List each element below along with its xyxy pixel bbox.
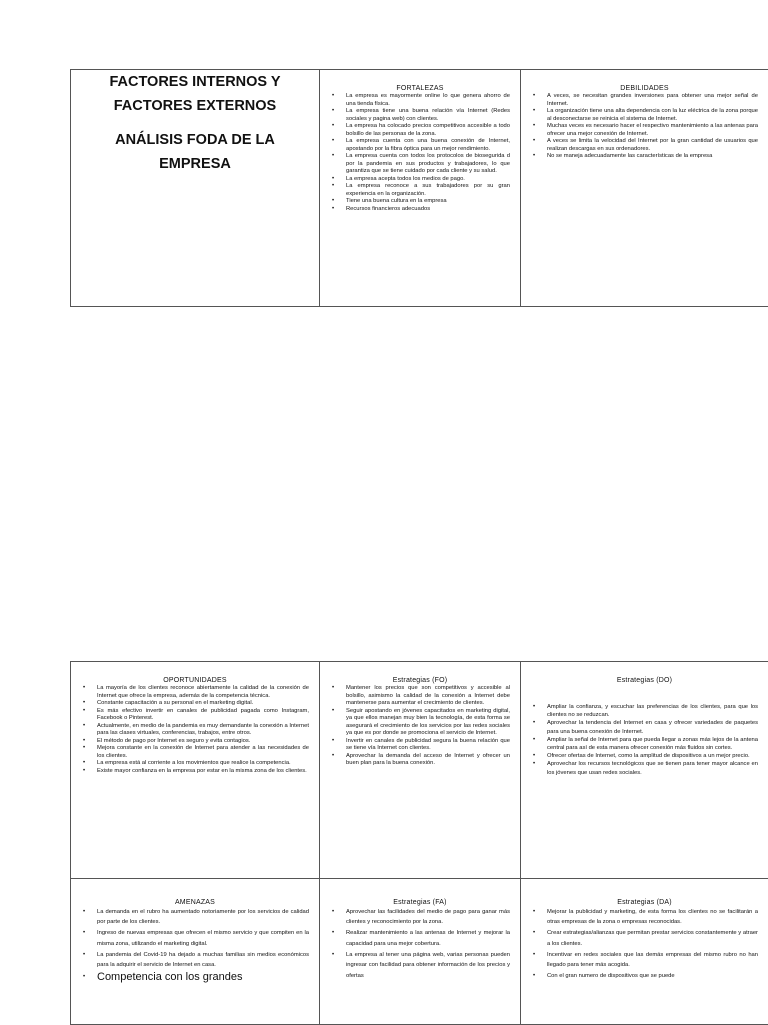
list-item: • La empresa tiene una buena relación vía Internet (Redes sociales y pagina web) con clientes.: [332, 108, 510, 123]
list-item: • La empresa cuenta con una buena conexión de Internet, apostando por la fibra óptica para un mejor rendimiento.: [332, 138, 510, 153]
list-item: • A veces, se necesitan grandes inversiones para obtener una mejor señal de Internet.: [533, 93, 758, 108]
title-cell: [71, 70, 320, 307]
fortalezas-list: [320, 93, 520, 213]
list-item: • Con el gran numero de dispositivos que se puede: [533, 971, 758, 981]
do-heading: Estrategias (DO): [521, 662, 768, 685]
list-item: • La empresa está al corriente a los movimientos que realice la competencia.: [83, 760, 309, 768]
list-item: • No se maneja adecuadamente las características de la empresa: [533, 153, 758, 161]
list-item: • La empresa al tener una página web, varias personas pueden ingresar con facilidad para obtener información de los precios y ofertas: [332, 950, 510, 981]
amenazas-partial-item: • Competencia con los grandes: [83, 971, 309, 983]
da-cell: [521, 879, 768, 1025]
title-line-3: ANÁLISIS FODA DE LA: [71, 128, 319, 152]
list-item: • Incentivar en redes sociales que las demás empresas del mismo rubro no han llegado para tener más acogida.: [533, 950, 758, 971]
list-item: • Invertir en canales de publicidad segura la buena relación que se tiene vía Internet con clientes.: [332, 738, 510, 753]
list-item: • La empresa acepta todos los medios de pago.: [332, 176, 510, 184]
oportunidades-list: [71, 685, 319, 775]
list-item: • Constante capacitación a su personal en el marketing digital.: [83, 700, 309, 708]
debilidades-cell: [521, 70, 768, 307]
list-item: • Ingreso de nuevas empresas que ofrecen el mismo servicio y que compiten en la misma zona, utilizando el marketing digital.: [83, 928, 309, 949]
fortalezas-heading: FORTALEZAS: [320, 70, 520, 93]
fortalezas-cell: [320, 70, 521, 307]
foda-top-table: [70, 69, 768, 307]
list-item: • Aprovechar los recursos tecnológicos que se tienen para tener mayor alcance en los jóvenes que usan redes sociales.: [533, 760, 758, 776]
list-item: • La pandemia del Covid-19 ha dejado a muchas familias sin medios económicos para la adquirir el servicio de Internet en casa.: [83, 950, 309, 971]
list-item: • La empresa cuenta con todos los protocolos de biosegurida d por la pandemia en sus productos y trabajadores, lo que garantiza que se tiene cuidado por cada cliente y su salud.: [332, 153, 510, 176]
amenazas-list-partial: [71, 971, 319, 983]
list-item: • Aprovechar las facilidades del medio de pago para ganar más clientes y reconocimiento por la zona.: [332, 907, 510, 928]
list-item: • Realizar mantenimiento a las antenas de Internet y mejorar la capacidad para una mejor cobertura.: [332, 928, 510, 949]
list-item: • La demanda en el rubro ha aumentado notoriamente por los servicios de calidad por parte de los clientes.: [83, 907, 309, 928]
fo-heading: Estrategias (FO): [320, 662, 520, 685]
oportunidades-heading: OPORTUNIDADES: [71, 662, 319, 685]
list-item: • Aprovechar la tendencia del Internet en casa y ofrecer variedades de paquetes para una buena conexión de Internet.: [533, 719, 758, 735]
fa-list: [320, 907, 520, 981]
da-heading: Estrategias (DA): [521, 879, 768, 907]
foda-strategy-table: [70, 661, 768, 1025]
amenazas-heading: AMENAZAS: [71, 879, 319, 907]
list-item: • La empresa es mayormente online lo que genera ahorro de una tienda física.: [332, 93, 510, 108]
list-item: • Ampliar la confianza, y escuchar las preferencias de los clientes, para que los clientes no se reduzcan.: [533, 703, 758, 719]
fa-cell: [320, 879, 521, 1025]
list-item: • Recursos financieros adecuados: [332, 206, 510, 214]
title-line-4: EMPRESA: [71, 152, 319, 176]
title-line-2: FACTORES EXTERNOS: [71, 94, 319, 118]
list-item: • Mejorar la publicidad y marketing, de esta forma los clientes no se facilitarán a otras empresas de la zona o empresas reconocidas.: [533, 907, 758, 928]
list-item: • Mejora constante en la conexión de Internet para atender a las necesidades de los clientes.: [83, 745, 309, 760]
list-item: • Crear estrategias/alianzas que permitan prestar servicios constantemente y atraer a los clientes.: [533, 928, 758, 949]
list-item: • Tiene una buena cultura en la empresa: [332, 198, 510, 206]
amenazas-list: [71, 907, 319, 971]
list-item: • Aprovechar la demanda del acceso de Internet y ofrecer un buen plan para la buena conexión.: [332, 753, 510, 768]
title-line-1: FACTORES INTERNOS Y: [71, 70, 319, 94]
list-item: • La organización tiene una alta dependencia con la luz eléctrica de la zona porque al desconectarse se reinicia el sistema de Internet.: [533, 108, 758, 123]
list-item: • La empresa reconoce a sus trabajadores por su gran experiencia en la organización.: [332, 183, 510, 198]
amenazas-cell: [71, 879, 320, 1025]
list-item: • La mayoría de los clientes reconoce abiertamente la calidad de la conexión de Internet que ofrece la empresa, además de la competencia técnica.: [83, 685, 309, 700]
fo-list: [320, 685, 520, 768]
fa-heading: Estrategias (FA): [320, 879, 520, 907]
fo-cell: [320, 662, 521, 879]
list-item: • El método de pago por Internet es seguro y evita contagios.: [83, 738, 309, 746]
list-item: • Actualmente, en medio de la pandemia es muy demandante la conexión a Internet para las clases virtuales, conferencias, trabajos, entre otros.: [83, 723, 309, 738]
debilidades-heading: DEBILIDADES: [521, 70, 768, 93]
list-item: • Existe mayor confianza en la empresa por estar en la misma zona de los clientes.: [83, 768, 309, 776]
oportunidades-cell: [71, 662, 320, 879]
list-item: • Mantener los precios que son competitivos y accesible al bolsillo, asimismo la calidad de la conexión a Internet debe mantenerse para aumentar el crecimiento de clientes.: [332, 685, 510, 708]
list-item: • Ampliar la señal de Internet para que pueda llegar a zonas más lejos de la antena central para así de esta manera ofrecer conexión más fluidos sin cortes.: [533, 736, 758, 752]
da-list: [521, 907, 768, 982]
list-item: • La empresa ha colocado precios competitivos accesible a todo bolsillo de las personas de la zona.: [332, 123, 510, 138]
list-item: • A veces se limita la velocidad del Internet por la gran cantidad de usuarios que realizan descargas en sus ordenadores.: [533, 138, 758, 153]
debilidades-list: [521, 93, 768, 161]
do-list: [521, 703, 768, 777]
do-cell: [521, 662, 768, 879]
list-item: • Muchas veces es necesario hacer el respectivo mantenimiento a las antenas para ofrecer una mejor conexión de Internet.: [533, 123, 758, 138]
list-item: • Seguir apostando en jóvenes capacitados en marketing digital, ya que ellos manejan muy bien la tecnología, de esta forma se asegurará el crecimiento de los servicios por las redes sociales ya que es por donde se promociona el servicio de Internet.: [332, 708, 510, 738]
list-item: • Ofrecer ofertas de Internet, como la amplitud de dispositivos a un mejor precio.: [533, 752, 758, 760]
list-item: • Es más efectivo invertir en canales de publicidad pagada como Instagram, Facebook o Pinterest.: [83, 708, 309, 723]
